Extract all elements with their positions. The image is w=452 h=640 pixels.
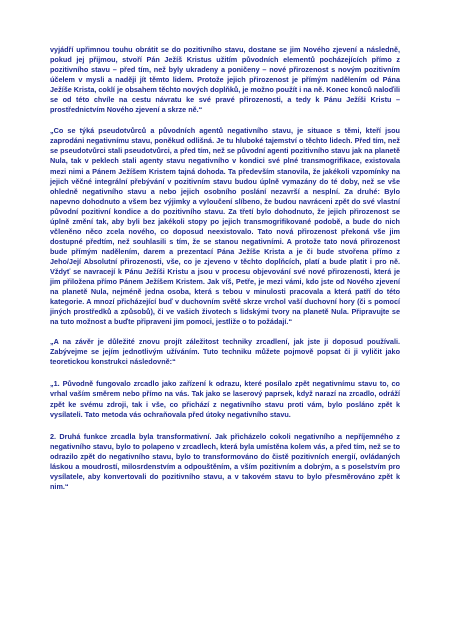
paragraph-mirroring: „A na závěr je důležité znovu projít záležitost techniky zrcadlení, jak jste ji doposud používali. Zabývejme se jejím jednotlivým užíváním. Tuto techniku můžete pojmově popsat či ji vyličit jako teoretickou konstrukci následovně:“ (50, 337, 400, 367)
paragraph-mirror-function-2: 2. Druhá funkce zrcadla byla transformativní. Jak přicházelo cokoli negativního a nepříjemného z negativního stavu, bylo to polapeno v zrcadlech, která byla umístěna kolem vás, a před tím, než se to odrazilo zpět do negativního stavu, bylo to transformováno do čistě pozitivních energií, ovládaných láskou a moudrostí, milosrdenstvím a odpouštěním, a vším pozitivním a dobrým, a s poselstvím pro vysílatele, aby konvertovali do pozitivního stavu, a v takovém stavu to bylo přesměrováno zpět k nim.“ (50, 431, 400, 491)
paragraph-pseudocreators: „Co se týká pseudotvůrců a původních agentů negativního stavu, je situace s těmi, kteří jsou zaprodáni negativnímu stavu, poněkud odlišná. Je tu hluboké tajemství o těchto lidech. Před tím, než se pseudotvůrci stali pseudotvůrci, a před tím, než se původní agenti pozitivního stavu jak na planetě Nula, tak v peklech stali agenty stavu negativního v kondici své plné transmogrifikace, existovala mezi nimi a Pánem Ježíšem Kristem tajná dohoda. Ta především stanovila, že jakékoli vzpomínky na jejich věčné integrální přebývání v pozitivním stavu budou úplně vymazány do té doby, než se vše ohledně negativního stavu a nebo jejich osobního poslání nezavrší a nesplní. Za druhé: Bylo napevno dohodnuto a všem bez výjimky a vyloučení slíbeno, že budou navráceni zpět do své vlastní původní pozitivní kondice a do pozitivního stavu. Za třetí bylo dohodnuto, že jejich přirozenost se úplně změní tak, aby byli bez jakékoli stopy po jejich transmogrifikované podobě, a bude do nich včleněno něco zcela nového, co doposud neexistovalo. Tato nová přirozenost překoná vše jim dostupné předtím, než souhlasili s tím, že se stanou negativními. A protože tato nová přirozenost bude přímým nadělením, darem a prezentací Pána Ježíše Krista a je či bude stvořena přímo z Jeho/Její Absolutní přirozenosti, vše, co je zjeveno v těchto doplňcích, platí a bude platit i pro ně. Vždyť se navracejí k Pánu Ježíši Kristu a jsou v procesu objevování své nové přirozenosti, která je jim přiložena přímo Pánem Ježíšem Kristem. Jak víš, Petře, je mezi vámi, kdo jste od Nového zjevení na planetě Nula, nejméně jedna osoba, která s tebou v minulosti pracovala a která patří do této kategorie. A mnozí přicházející buď v duchovním světě skrze vrchol vaší duchovní hory (či s pomocí jiných prostředků a způsobů), či ve vašich životech s lidskými tvory na planetě Nula. Připravujte se na tuto možnost a buďte připraveni jim pomoci, jestliže o to požádají.“ (50, 126, 400, 327)
paragraph-intro: vyjádří upřimnou touhu obrátit se do pozitivního stavu, dostane se jim Nového zjevení a následně, pokud jej přijmou, stvoří Pán Ježíš Kristus užitím původních elementů pocházejících přímo z pozitivního stavu – před tím, než byly ukradeny a poničeny – nové přirozenost s novým pozitivním účelem v mysli a naději jít těmto lidem. Protože jejich přirozenost je přímým nadělením od Pána Ježíše Krista, coklí je obsahem těchto nových doplňků, je možno použít i na ně. Konec konců naloďili se od této chvíle na cestu návratu ke své pravé přirozenosti, a tedy k Pánu Ježíši Kristu – prostřednictvím Nového zjevení a skrze ně.“ (50, 45, 400, 115)
paragraph-mirror-function-1: „1. Původně fungovalo zrcadlo jako zařízení k odrazu, které posílalo zpět negativnímu stavu to, co vrhal vaším směrem nebo přímo na vás. Tak jako se laserový paprsek, když narazí na zrcadlo, odráží zpět ke svému zdroji, tak i vše, co přichází z negativního stavu proti vám, bylo posláno zpět k vysílateli. Tato metoda vás ochraňovala před útoky negativního stavu. (50, 379, 400, 419)
